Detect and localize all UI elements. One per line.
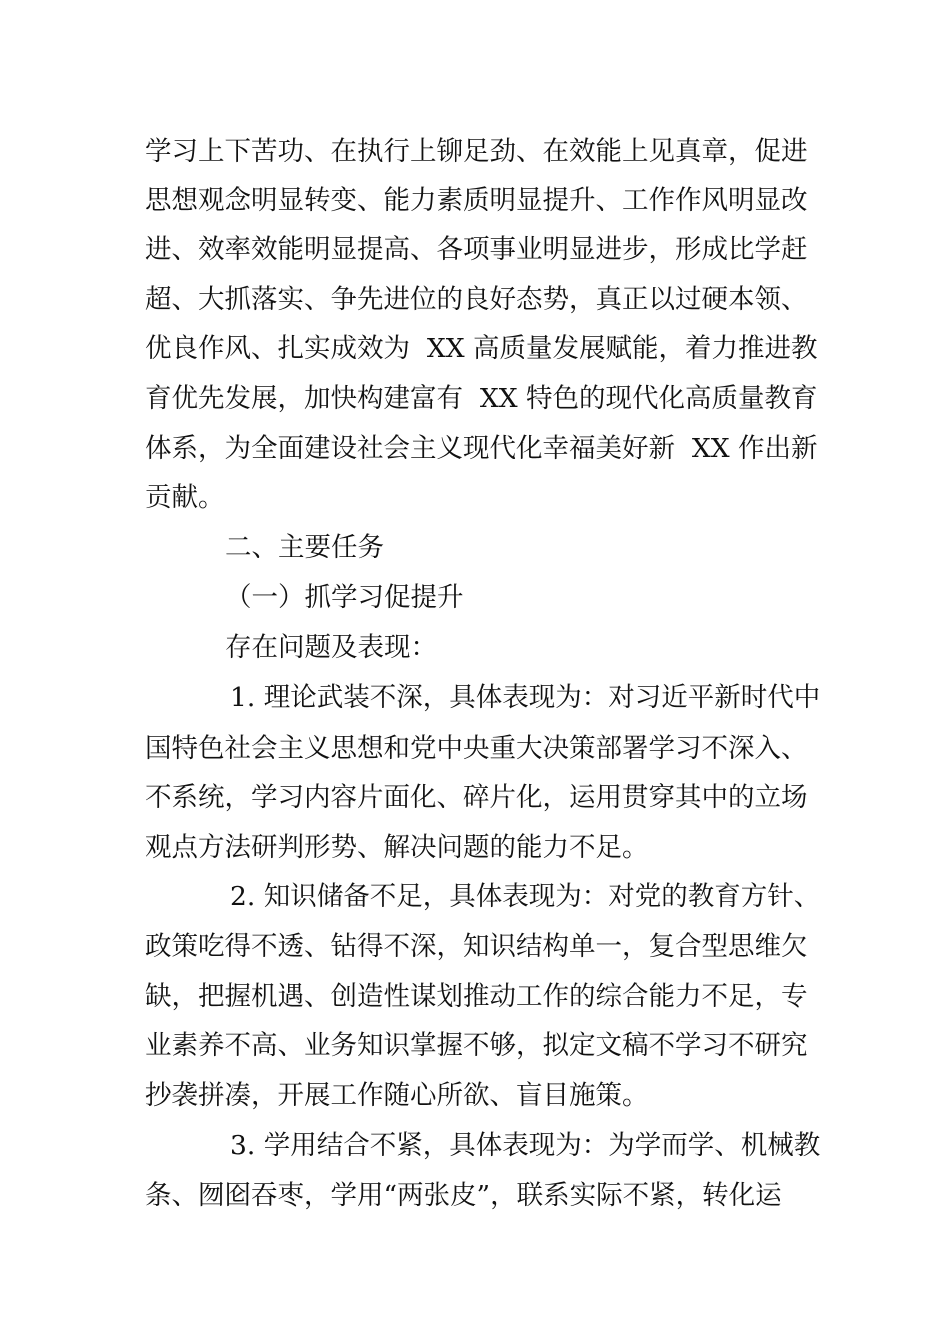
list-item-line: 观点方法研判形势、解决问题的能力不足。 [145,832,649,863]
list-item-line: 缺，把握机遇、创造性谋划推动工作的综合能力不足，专 [145,981,808,1012]
paragraph-line: 思想观念明显转变、能力素质明显提升、工作作风明显改 [145,185,808,216]
problems-label: 存在问题及表现： [225,632,437,663]
paragraph-line: 贡献。 [145,482,225,513]
paragraph-line: 优良作风、扎实成效为 XX 高质量发展赋能，着力推进教 [145,333,818,364]
paragraph-line: 体系，为全面建设社会主义现代化幸福美好新 XX 作出新 [145,433,818,464]
list-item-line: 政策吃得不透、钻得不深，知识结构单一，复合型思维欠 [145,931,808,962]
list-item-line: 条、囫囵吞枣，学用“两张皮”，联系实际不紧，转化运 [145,1180,782,1211]
subsection-heading: （一）抓学习促提升 [225,582,464,613]
section-heading: 二、主要任务 [225,532,384,563]
paragraph-line: 超、大抓落实、争先进位的良好态势，真正以过硬本领、 [145,284,808,315]
paragraph-line: 学习上下苦功、在执行上铆足劲、在效能上见真章，促进 [145,136,808,167]
list-item-line: 3. 学用结合不紧，具体表现为：为学而学、机械教 [230,1130,821,1161]
list-item-line: 业素养不高、业务知识掌握不够，拟定文稿不学习不研究 [145,1030,808,1061]
list-item-line: 不系统，学习内容片面化、碎片化，运用贯穿其中的立场 [145,782,808,813]
paragraph-line: 育优先发展，加快构建富有 XX 特色的现代化高质量教育 [145,383,818,414]
list-item-line: 抄袭拼凑，开展工作随心所欲、盲目施策。 [145,1080,649,1111]
list-item-line: 1. 理论武装不深，具体表现为：对习近平新时代中 [230,682,821,713]
paragraph-line: 进、效率效能明显提高、各项事业明显进步，形成比学赶 [145,234,808,265]
list-item-line: 2. 知识储备不足，具体表现为：对党的教育方针、 [230,881,821,912]
list-item-line: 国特色社会主义思想和党中央重大决策部署学习不深入、 [145,733,808,764]
